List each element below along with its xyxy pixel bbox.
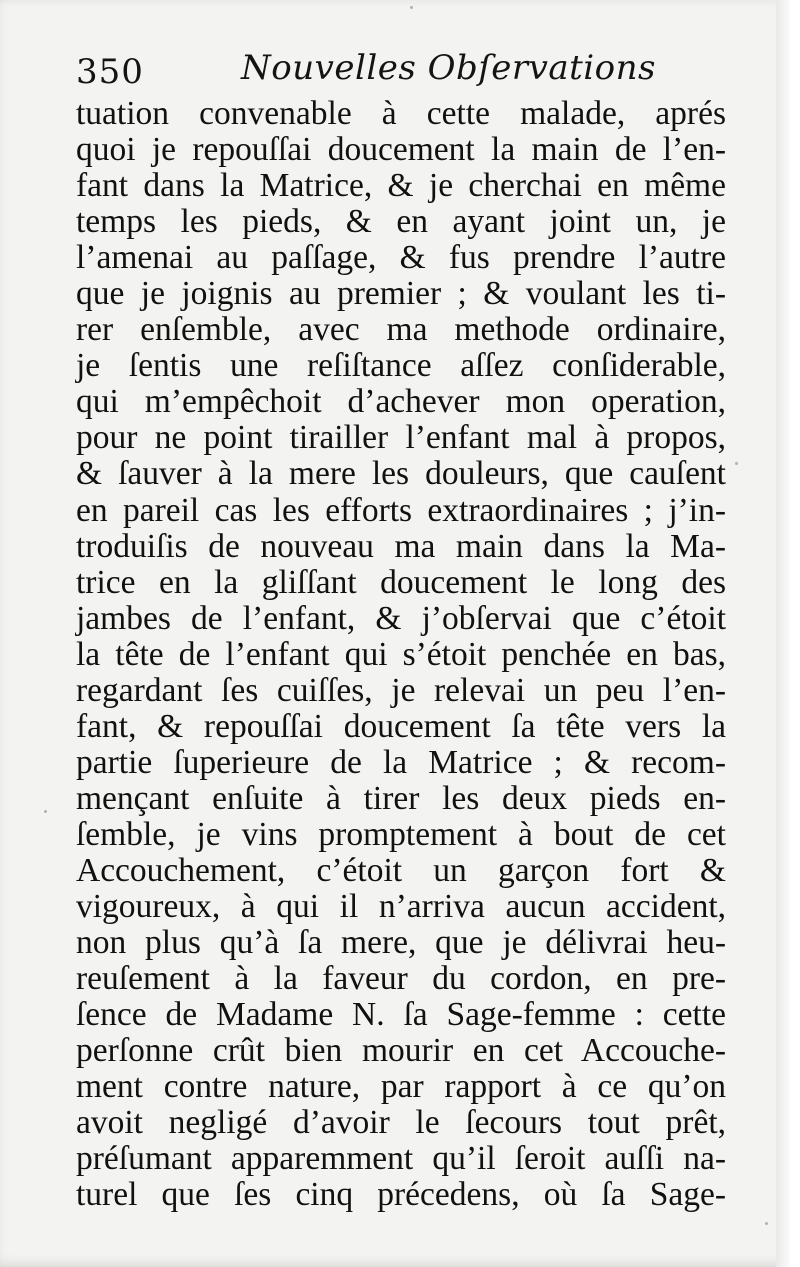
text-line: mençant enſuite à tirer les deux pieds en- <box>76 779 726 817</box>
text-line: préſumant apparemment qu’il ſeroit auſſi na- <box>76 1140 726 1178</box>
page-header <box>76 46 726 96</box>
text-line: turel que ſes cinq précedens, où ſa Sage- <box>76 1176 726 1214</box>
paper-speck <box>410 6 413 9</box>
text-line: la tête de l’enfant qui s’étoit penchée en bas, <box>76 635 726 673</box>
text-line: en pareil cas les efforts extraordinaires ; j’in- <box>76 491 726 529</box>
text-line: fant, & repouſſai doucement ſa tête vers la <box>76 707 726 745</box>
text-line: avoit negligé d’avoir le ſecours tout prêt, <box>76 1104 726 1142</box>
text-line: quoi je repouſſai doucement la main de l’en- <box>76 131 726 169</box>
text-line: temps les pieds, & en ayant joint un, je <box>76 203 726 241</box>
page-edge-shadow <box>776 0 790 1267</box>
body-text <box>76 96 726 1213</box>
text-line: trice en la gliſſant doucement le long des <box>76 563 726 601</box>
text-line: & ſauver à la mere les douleurs, que cauſent <box>76 455 726 493</box>
text-line: vigoureux, à qui il n’arriva aucun accident, <box>76 888 726 926</box>
text-line: regardant ſes cuiſſes, je relevai un peu l’en- <box>76 671 726 709</box>
page-number: 350 <box>76 52 144 92</box>
text-line: rer enſemble, avec ma methode ordinaire, <box>76 311 726 349</box>
text-line: partie ſuperieure de la Matrice ; & recom- <box>76 743 726 781</box>
text-line: ment contre nature, par rapport à ce qu’on <box>76 1068 726 1106</box>
paper-speck <box>765 1222 768 1225</box>
text-line: Accouchement, c’étoit un garçon fort & <box>76 851 726 889</box>
paper-speck <box>735 462 738 465</box>
text-line: l’amenai au paſſage, & fus prendre l’autre <box>76 239 726 277</box>
text-line: non plus qu’à ſa mere, que je délivrai heu- <box>76 924 726 962</box>
paper-speck <box>44 810 47 813</box>
text-line: je ſentis une reſiſtance aſſez conſiderable, <box>76 347 726 385</box>
text-line: ſemble, je vins promptement à bout de cet <box>76 815 726 853</box>
text-line: que je joignis au premier ; & voulant les ti- <box>76 275 726 313</box>
text-line: tuation convenable à cette malade, aprés <box>76 95 726 132</box>
text-line: ſence de Madame N. ſa Sage-femme : cette <box>76 996 726 1034</box>
text-line: qui m’empêchoit d’achever mon operation, <box>76 383 726 421</box>
running-title: Nouvelles Obſervations <box>241 48 656 88</box>
text-line: reuſement à la faveur du cordon, en pre- <box>76 960 726 998</box>
text-line: jambes de l’enfant, & j’obſervai que c’étoit <box>76 599 726 637</box>
text-line: fant dans la Matrice, & je cherchai en même <box>76 167 726 205</box>
text-line: perſonne crût bien mourir en cet Accouche- <box>76 1032 726 1070</box>
text-line: pour ne point tirailler l’enfant mal à propos, <box>76 419 726 457</box>
text-line: troduiſis de nouveau ma main dans la Ma- <box>76 527 726 565</box>
